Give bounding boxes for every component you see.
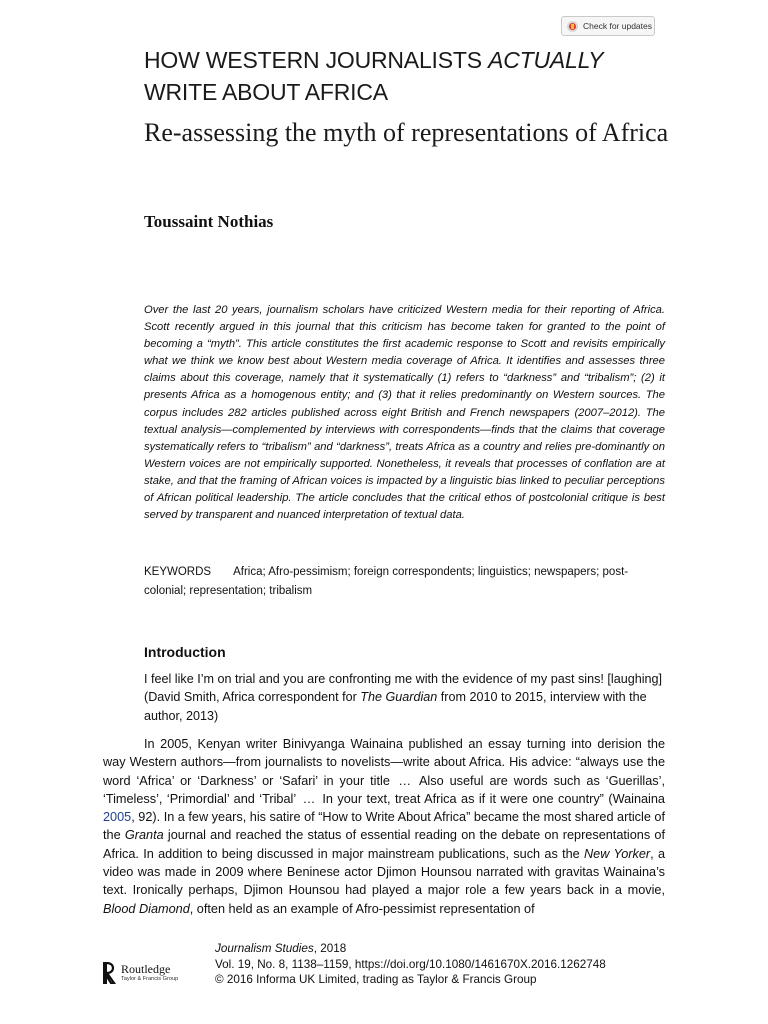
keywords [144,563,665,600]
volume-doi: Vol. 19, No. 8, 1138–1159, https://doi.org/10.1080/1461670X.2016.1262748 [215,957,606,971]
citation-footer [215,941,675,988]
citation-link[interactable]: 2005 [103,810,132,825]
quote-text: I feel like I’m on trial and you are confronting me with the evidence of my past sins! [laughing] (David Smith, Africa correspondent for [144,672,663,705]
section-heading-introduction: Introduction [144,644,226,660]
keywords-label: KEYWORDS [144,566,212,578]
body-paragraph [103,735,665,918]
title-emphasis: ACTUALLY [488,47,604,73]
quote-publication: The Guardian [360,690,438,705]
title-line2: WRITE ABOUT AFRICA [144,79,388,105]
publisher-name: Routledge [121,962,171,976]
check-for-updates-button[interactable] [561,16,655,36]
para-text: In 2005, Kenyan writer Binivyanga Wainaina published an essay turning into derision the way Western authors—from journalists to novelists—write about Africa. His advice: “always use the word ‘Africa’ or ‘Darkness’ or ‘Safari’ in your title … Also useful are words such as ‘Guerillas’, ‘Timeless’, ‘Primordial’ and ‘Tribal’ … In your text, treat Africa as if it were one country” (Wainaina [103,737,665,806]
copyright: © 2016 Informa UK Limited, trading as Taylor & Francis Group [215,973,537,987]
movie-title: Blood Diamond [103,901,190,916]
routledge-mark-icon [103,962,117,984]
abstract [144,302,665,524]
quote-attribution: from 2010 to 2015, interview with the author, 2013) [144,690,647,723]
article-subtitle: Re-assessing the myth of representations of Africa [144,118,669,147]
publication-name: New Yorker [584,846,651,861]
routledge-logo [103,958,178,988]
abstract-text: Over the last 20 years, journalism scholars have criticized Western media for their reporting of Africa. Scott recently argued in this journal that this criticism has become taken for granted to the point of becoming a “myth”. This article constitutes the first academic response to Scott and revisits empirically what we think we know best about Western media coverage of Africa. It identifies and assesses three claims about this coverage, namely that it systematically (1) refers to “darkness” and “tribalism”; (2) it presents Africa as a homogenous entity; and (3) that it relies predominantly on Western sources. The corpus includes 282 articles published across eight British and French newspapers (2007–2012). The textual analysis—complemented by interviews with correspondents—finds that the claims that coverage systematically refers to “tribalism” and “darkness”, treats Africa as a country and relies pre-dominantly on Western voices are not empirically supported. Nonetheless, it reveals that processes of conflation are at stake, and that the framing of African voices is impacted by a linguistic bias linked to peculiar perceptions of African political leadership. The article concludes that the critical ethos of postcolonial critique is best served by transparent and nuanced interpretation of textual data. [144,304,665,522]
para-text: journal and reached the status of essential reading on the debate on representations of Africa. In addition to being discussed in major mainstream publications, such as the [103,828,665,861]
journal-name: Granta [124,828,164,843]
epigraph-quote [144,670,665,725]
title-line1: HOW WESTERN JOURNALISTS [144,47,489,73]
para-text: , 92). In a few years, his satire of “How to Write About Africa” became the most shared article of the [103,810,665,843]
author-name: Toussaint Nothias [144,212,274,231]
article-title [144,44,704,108]
journal-year: , 2018 [313,942,347,955]
journal-title: Journalism Studies [215,942,314,955]
check-for-updates-label: Check for updates [583,21,652,31]
para-text: , often held as an example of Afro-pessimist representation of [189,901,535,916]
crossmark-icon [567,21,578,32]
keywords-list: Africa; Afro-pessimism; foreign correspondents; linguistics; newspapers; post-colonial; representation; tribalism [144,566,629,597]
publisher-group: Taylor & Francis Group [121,976,179,982]
para-text: , a video was made in 2009 where Beninese actor Djimon Hounsou narrated with gravitas Wainaina’s text. Ironically perhaps, Djimon Hounsou had played a major role a few years back in a movie, [103,846,665,898]
